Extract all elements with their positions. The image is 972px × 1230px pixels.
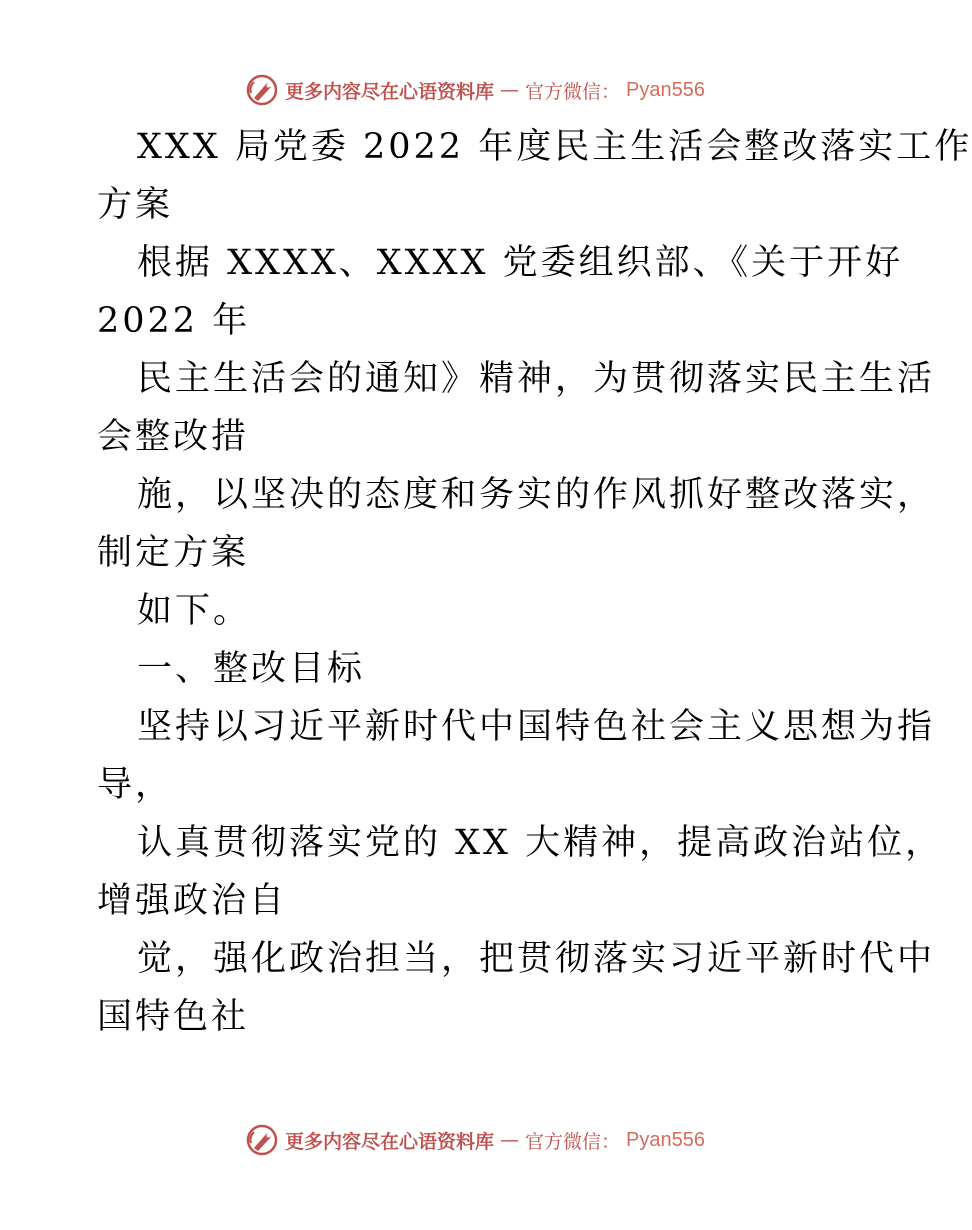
doc-paragraph-line: 民主生活会的通知》精神，为贯彻落实民主生活 bbox=[137, 359, 936, 399]
doc-paragraph-line: 坚持以习近平新时代中国特色社会主义思想为指 bbox=[137, 707, 936, 747]
doc-paragraph-line: 增强政治自 bbox=[97, 881, 288, 921]
doc-paragraph-line: 认真贯彻落实党的 XX 大精神，提高政治站位， bbox=[137, 823, 944, 863]
doc-title-line: 方案 bbox=[97, 185, 174, 225]
doc-paragraph-line: 导， bbox=[97, 765, 174, 805]
footer-watermark bbox=[0, 1120, 950, 1160]
pen-nib-logo-icon bbox=[245, 1123, 279, 1157]
watermark-wechat-id: Pyan556 bbox=[626, 1128, 705, 1151]
watermark-wechat-id: Pyan556 bbox=[626, 78, 705, 101]
doc-paragraph-line: 觉，强化政治担当，把贯彻落实习近平新时代中 bbox=[137, 939, 936, 979]
watermark-wechat-label: 官方微信： bbox=[525, 80, 621, 103]
watermark-text: 更多内容尽在心语资料库 bbox=[285, 80, 495, 103]
watermark-wechat-label: 官方微信： bbox=[525, 1130, 621, 1153]
doc-paragraph-line: 如下。 bbox=[137, 591, 252, 631]
doc-paragraph-line: 2022 年 bbox=[97, 301, 251, 341]
watermark-text: 更多内容尽在心语资料库 bbox=[285, 1130, 495, 1153]
document-body bbox=[97, 118, 972, 1046]
header-watermark bbox=[0, 70, 950, 110]
doc-paragraph-line: 施，以坚决的态度和务实的作风抓好整改落实， bbox=[137, 475, 936, 515]
watermark-dash: — bbox=[500, 79, 520, 101]
watermark-dash: — bbox=[500, 1129, 520, 1151]
pen-nib-logo-icon bbox=[245, 73, 279, 107]
doc-paragraph-line: 国特色社 bbox=[97, 997, 250, 1037]
doc-paragraph-line: 根据 XXXX、XXXX 党委组织部、《关于开好 bbox=[137, 243, 904, 283]
doc-paragraph-line: 会整改措 bbox=[97, 417, 250, 457]
doc-title-line: XXX 局党委 2022 年度民主生活会整改落实工作 bbox=[137, 127, 972, 167]
doc-section-heading: 一、整改目标 bbox=[137, 649, 366, 689]
doc-paragraph-line: 制定方案 bbox=[97, 533, 250, 573]
